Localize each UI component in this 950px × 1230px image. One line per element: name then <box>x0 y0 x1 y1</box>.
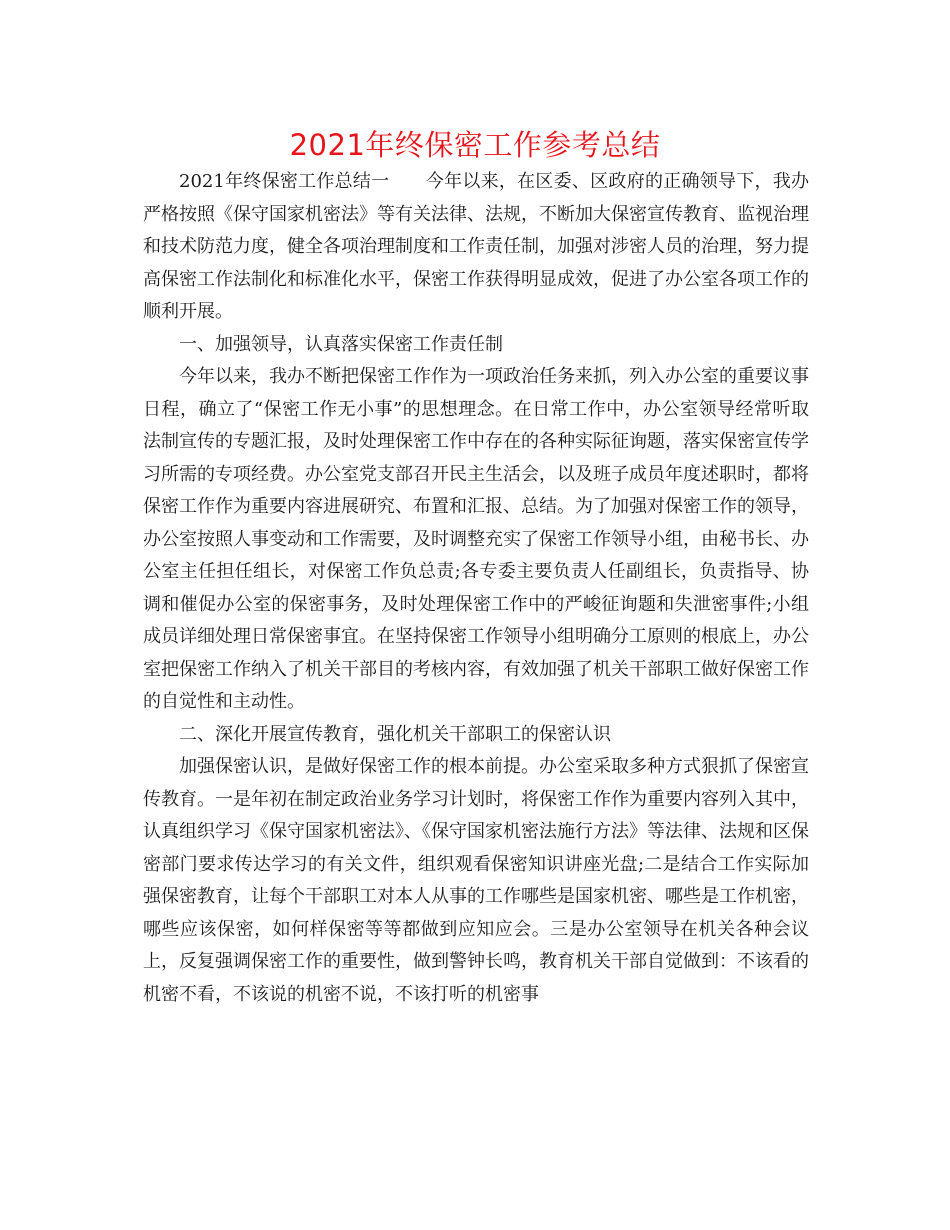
document-title: 2021年终保密工作参考总结 <box>289 128 661 162</box>
paragraph-section-1: 今年以来，我办不断把保密工作作为一项政治任务来抓，列入办公室的重要议事日程，确立了“保密工作无小事”的思想理念。在日常工作中，办公室领导经常听取法制宣传的专题汇报，及时处理保密工作中存在的各种实际征询题，落实保密宣传学习所需的专项经费。办公室党支部召开民主生活会，以及班子成员年度述职时，都将保密工作作为重要内容进展研究、布置和汇报、总结。为了加强对保密工作的领导，办公室按照人事变动和工作需要，及时调整充实了保密工作领导小组，由秘书长、办公室主任担任组长，对保密工作负总责;各专委主要负责人任副组长，负责指导、协调和催促办公室的保密事务，及时处理保密工作中的严峻征询题和失泄密事件;小组成员详细处理日常保密事宜。在坚持保密工作领导小组明确分工原则的根底上，办公室把保密工作纳入了机关干部目的考核内容，有效加强了机关干部职工做好保密工作的自觉性和主动性。 <box>143 366 809 712</box>
paragraph-section-2: 加强保密认识，是做好保密工作的根本前提。办公室采取多种方式狠抓了保密宣传教育。一是年初在制定政治业务学习计划时，将保密工作作为重要内容列入其中，认真组织学习《保守国家机密法》、《保守国家机密法施行方法》等法律、法规和区保密部门要求传达学习的有关文件，组织观看保密知识讲座光盘;二是结合工作实际加强保密教育，让每个干部职工对本人从事的工作哪些是国家机密、哪些是工作机密，哪些应该保密，如何样保密等等都做到应知应会。三是办公室领导在机关各种会议上，反复强调保密工作的重要性，做到警钟长鸣，教育机关干部自觉做到：不该看的机密不看，不该说的机密不说，不该打听的机密事 <box>143 756 809 1005</box>
section-heading-2: 二、深化开展宣传教育，强化机关干部职工的保密认识 <box>179 723 611 745</box>
section-heading-1: 一、加强领导，认真落实保密工作责任制 <box>179 333 503 355</box>
paragraph-intro: 2021年终保密工作总结一 今年以来，在区委、区政府的正确领导下，我办严格按照《保守国家机密法》等有关法律、法规，不断加大保密宣传教育、监视治理和技术防范力度，健全各项治理制度和工作责任制，加强对涉密人员的治理，努力提高保密工作法制化和标准化水平，保密工作获得明显成效，促进了办公室各项工作的顺利开展。 <box>143 171 809 322</box>
document-body <box>143 166 809 1011</box>
